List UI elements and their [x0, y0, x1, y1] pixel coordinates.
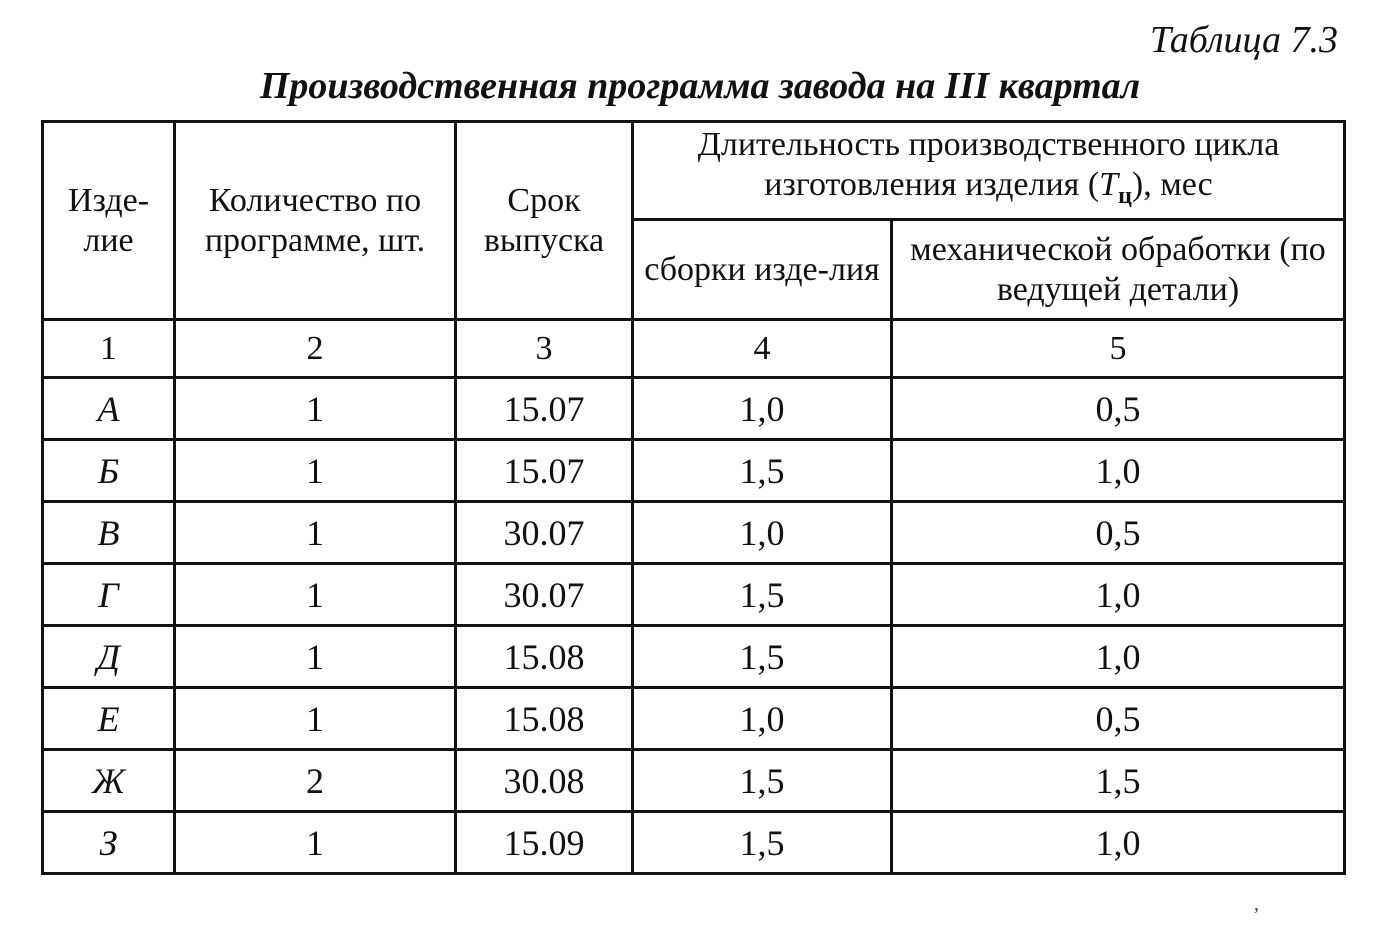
cell-release-date: 15.07	[456, 440, 633, 502]
table-row	[43, 564, 1345, 626]
header-cycle-unit: ), мес	[1131, 166, 1213, 204]
cycle-subscript: ц	[1118, 182, 1132, 209]
table-row	[43, 688, 1345, 750]
column-number: 1	[43, 320, 175, 378]
header-machining: механической обработки (по ведущей детали)	[892, 220, 1345, 320]
cell-machining: 1,0	[892, 440, 1345, 502]
header-cycle-text: Длительность производственного цикла изготовления изделия (	[697, 126, 1280, 204]
cell-assembly: 1,0	[633, 688, 892, 750]
header-assembly: сборки изде-лия	[633, 220, 892, 320]
cell-assembly: 1,0	[633, 502, 892, 564]
cell-machining: 0,5	[892, 378, 1345, 440]
cell-machining: 1,5	[892, 750, 1345, 812]
cell-assembly: 1,5	[633, 750, 892, 812]
column-number-row	[43, 320, 1345, 378]
cell-quantity: 1	[175, 812, 456, 874]
cell-product: Е	[43, 688, 175, 750]
table-row	[43, 812, 1345, 874]
table-number-label: Таблица 7.3	[1150, 19, 1338, 61]
header-product: Изде-лие	[43, 122, 175, 320]
cell-quantity: 2	[175, 750, 456, 812]
cell-product: Ж	[43, 750, 175, 812]
cell-product: Б	[43, 440, 175, 502]
table-caption-text: Производственная программа завода на III квартал	[259, 65, 1141, 107]
cell-product: Д	[43, 626, 175, 688]
cell-assembly: 1,5	[633, 440, 892, 502]
header-cycle-duration	[633, 122, 1345, 220]
cell-quantity: 1	[175, 378, 456, 440]
cell-machining: 0,5	[892, 502, 1345, 564]
cell-machining: 1,0	[892, 812, 1345, 874]
cell-quantity: 1	[175, 688, 456, 750]
cell-assembly: 1,0	[633, 378, 892, 440]
column-number: 5	[892, 320, 1345, 378]
cell-product: А	[43, 378, 175, 440]
cell-release-date: 30.07	[456, 564, 633, 626]
production-program-table	[41, 120, 1346, 875]
cell-assembly: 1,5	[633, 812, 892, 874]
table-caption	[0, 64, 1380, 108]
table-row	[43, 378, 1345, 440]
cell-quantity: 1	[175, 440, 456, 502]
cell-release-date: 30.08	[456, 750, 633, 812]
cell-machining: 1,0	[892, 564, 1345, 626]
cell-release-date: 15.08	[456, 688, 633, 750]
cell-release-date: 15.09	[456, 812, 633, 874]
cell-machining: 0,5	[892, 688, 1345, 750]
header-quantity: Количество по программе, шт.	[175, 122, 456, 320]
cell-release-date: 15.07	[456, 378, 633, 440]
cell-quantity: 1	[175, 564, 456, 626]
cell-assembly: 1,5	[633, 626, 892, 688]
cell-machining: 1,0	[892, 626, 1345, 688]
cell-quantity: 1	[175, 626, 456, 688]
table-row	[43, 502, 1345, 564]
cell-product: В	[43, 502, 175, 564]
cell-assembly: 1,5	[633, 564, 892, 626]
cycle-symbol: T	[1099, 166, 1119, 204]
cell-product: Г	[43, 564, 175, 626]
table-row	[43, 750, 1345, 812]
cell-quantity: 1	[175, 502, 456, 564]
header-row-top	[43, 122, 1345, 220]
scan-artifact-mark: ,	[1254, 893, 1259, 915]
table-row	[43, 626, 1345, 688]
column-number: 2	[175, 320, 456, 378]
cell-release-date: 15.08	[456, 626, 633, 688]
column-number: 3	[456, 320, 633, 378]
cell-product: З	[43, 812, 175, 874]
column-number: 4	[633, 320, 892, 378]
table-row	[43, 440, 1345, 502]
cell-release-date: 30.07	[456, 502, 633, 564]
header-release-date: Срок выпуска	[456, 122, 633, 320]
